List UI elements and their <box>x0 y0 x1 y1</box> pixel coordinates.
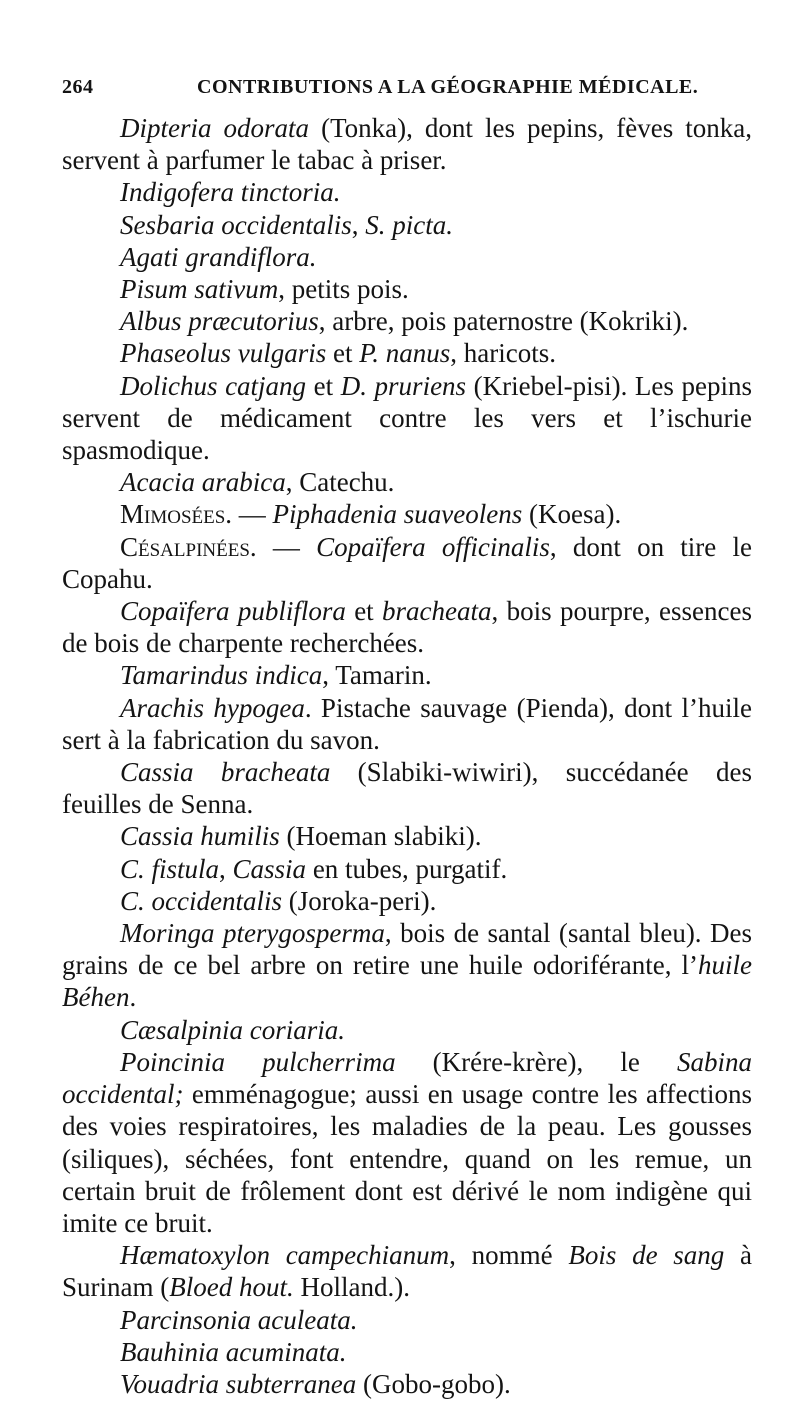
entry-paragraph <box>62 1014 752 1046</box>
entry-paragraph <box>62 1239 752 1303</box>
entry-paragraph <box>62 659 752 691</box>
entry-text: (Slabiki-wiwiri), succédanée des feuilles de Senna. <box>62 757 752 820</box>
species-name: Cassia humilis <box>120 821 280 852</box>
entry-paragraph <box>62 370 752 467</box>
entry-text: et <box>326 338 360 369</box>
entry-paragraph <box>62 1336 752 1368</box>
entry-text: (Hoeman slabiki). <box>279 821 482 852</box>
entry-text: , Catechu. <box>285 467 395 498</box>
entry-text: — <box>232 499 273 530</box>
species-name: P. nanus <box>359 338 451 369</box>
family-name: Césalpinées. <box>120 531 257 562</box>
entry-paragraph <box>62 273 752 305</box>
entry-text: à Surinam ( <box>62 1240 752 1303</box>
entry-text: et <box>306 370 341 401</box>
species-name: Bloed hout. <box>169 1272 294 1303</box>
species-name: S. picta. <box>365 209 453 240</box>
species-name: Parcinsonia aculeata. <box>120 1304 358 1335</box>
species-name: Indigofera tinctoria. <box>120 177 341 208</box>
entry-text: (Gobo-gobo). <box>356 1368 511 1399</box>
entry-paragraph <box>62 531 752 595</box>
entry-paragraph <box>62 209 752 241</box>
entry-paragraph <box>62 692 752 756</box>
entry-text: , bois pourpre, essences de bois de charpente recherchées. <box>62 596 752 659</box>
entry-paragraph <box>62 466 752 498</box>
entry-paragraph <box>62 917 752 1014</box>
entry-paragraph <box>62 305 752 337</box>
running-title: CONTRIBUTIONS A LA GÉOGRAPHIE MÉDICALE. <box>197 76 699 98</box>
species-name: Dolichus catjang <box>120 370 307 401</box>
entry-text: (Koesa). <box>522 499 622 530</box>
entry-paragraph <box>62 241 752 273</box>
entry-text: , dont on tire le Copahu. <box>62 531 752 594</box>
entry-paragraph <box>62 176 752 208</box>
entry-text: . <box>129 982 137 1013</box>
entry-paragraph <box>62 853 752 885</box>
species-name: Moringa pterygosperma <box>120 918 385 949</box>
entry-text: , bois de santal (santal bleu). Des grains de ce bel arbre on retire une huile odoriférante, l’ <box>62 918 752 981</box>
species-name: Cassia <box>232 853 307 884</box>
entry-text: et <box>345 596 383 627</box>
species-name: Piphadenia suaveolens <box>272 499 523 530</box>
page-number: 264 <box>62 76 94 98</box>
species-name: Vouadria subterranea <box>120 1368 357 1399</box>
species-name: Albus præcutorius <box>120 306 319 337</box>
species-name: huile Béhen <box>62 950 752 1013</box>
entry-text: (Tonka), dont les pepins, fèves tonka, servent à parfumer le tabac à priser. <box>62 113 752 176</box>
entry-text: emménagogue; aussi en usage contre les affections des voies respiratoires, les maladies de la peau. Les gousses (siliques), séchées, font entendre, quand on les remue, un certain bruit de frôlement dont est dérivé le nom indigène qui imite ce bruit. <box>62 1079 752 1238</box>
entry-text: (Kriebel-pisi). Les pepins servent de médicament contre les vers et l’ischurie spasmodique. <box>62 370 752 466</box>
species-name: Sesbaria occidentalis <box>120 209 352 240</box>
entry-text: , <box>351 209 366 240</box>
entry-text: en tubes, purgatif. <box>306 853 508 884</box>
entry-paragraph <box>62 595 752 659</box>
entry-text: , <box>219 853 233 884</box>
species-name: Dipteria odorata <box>120 113 310 143</box>
species-name: Arachis hypogea <box>120 692 305 723</box>
species-name: C. occidentalis <box>120 885 282 916</box>
species-name: Phaseolus vulgaris <box>120 338 327 369</box>
species-name: Pisum sativum <box>120 274 279 305</box>
species-name: D. pruriens <box>340 370 467 401</box>
entry-paragraph <box>62 1304 752 1336</box>
species-name: Tamarindus indica <box>120 660 323 691</box>
page-body <box>62 112 752 1400</box>
family-name: Mimosées. <box>120 499 233 530</box>
entry-text: (Krére-krère), le <box>395 1046 677 1077</box>
running-header <box>62 76 762 104</box>
entry-text: , nommé <box>449 1240 569 1271</box>
entry-paragraph <box>62 820 752 852</box>
species-name: Cassia bracheata <box>120 757 331 788</box>
entry-paragraph <box>62 112 752 176</box>
species-name: Agati grandiflora. <box>120 241 317 272</box>
species-name: bracheata <box>382 596 492 627</box>
species-name: Copaïfera publiflora <box>120 596 346 627</box>
species-name: Sabina occidental; <box>62 1046 753 1110</box>
entry-text: , Tamarin. <box>322 660 432 691</box>
entry-text: . Pistache sauvage (Pienda), dont l’huile sert à la fabrication du savon. <box>62 692 752 755</box>
entry-text: , petits pois. <box>278 274 409 305</box>
entry-text: Holland.). <box>293 1272 410 1303</box>
entry-paragraph <box>62 1368 752 1400</box>
species-name: Hæmatoxylon campechianum <box>120 1240 450 1271</box>
species-name: Cæsalpinia coriaria. <box>120 1014 346 1045</box>
entry-text: , arbre, pois paternostre (Kokriki). <box>318 306 689 337</box>
species-name: Bauhinia acuminata. <box>120 1336 347 1367</box>
entry-paragraph <box>62 885 752 917</box>
species-name: Copaïfera officinalis <box>316 531 550 562</box>
species-name: C. fistula <box>120 853 220 884</box>
entry-paragraph <box>62 498 752 530</box>
species-name: Acacia arabica <box>120 467 286 498</box>
entry-paragraph <box>62 1046 752 1239</box>
entry-text: , haricots. <box>450 338 557 369</box>
species-name: Bois de sang <box>568 1240 725 1271</box>
entry-text: — <box>256 531 317 562</box>
entry-paragraph <box>62 337 752 369</box>
species-name: Poincinia pulcherrima <box>120 1046 396 1077</box>
entry-paragraph <box>62 756 752 820</box>
entry-text: (Joroka-peri). <box>281 885 437 916</box>
